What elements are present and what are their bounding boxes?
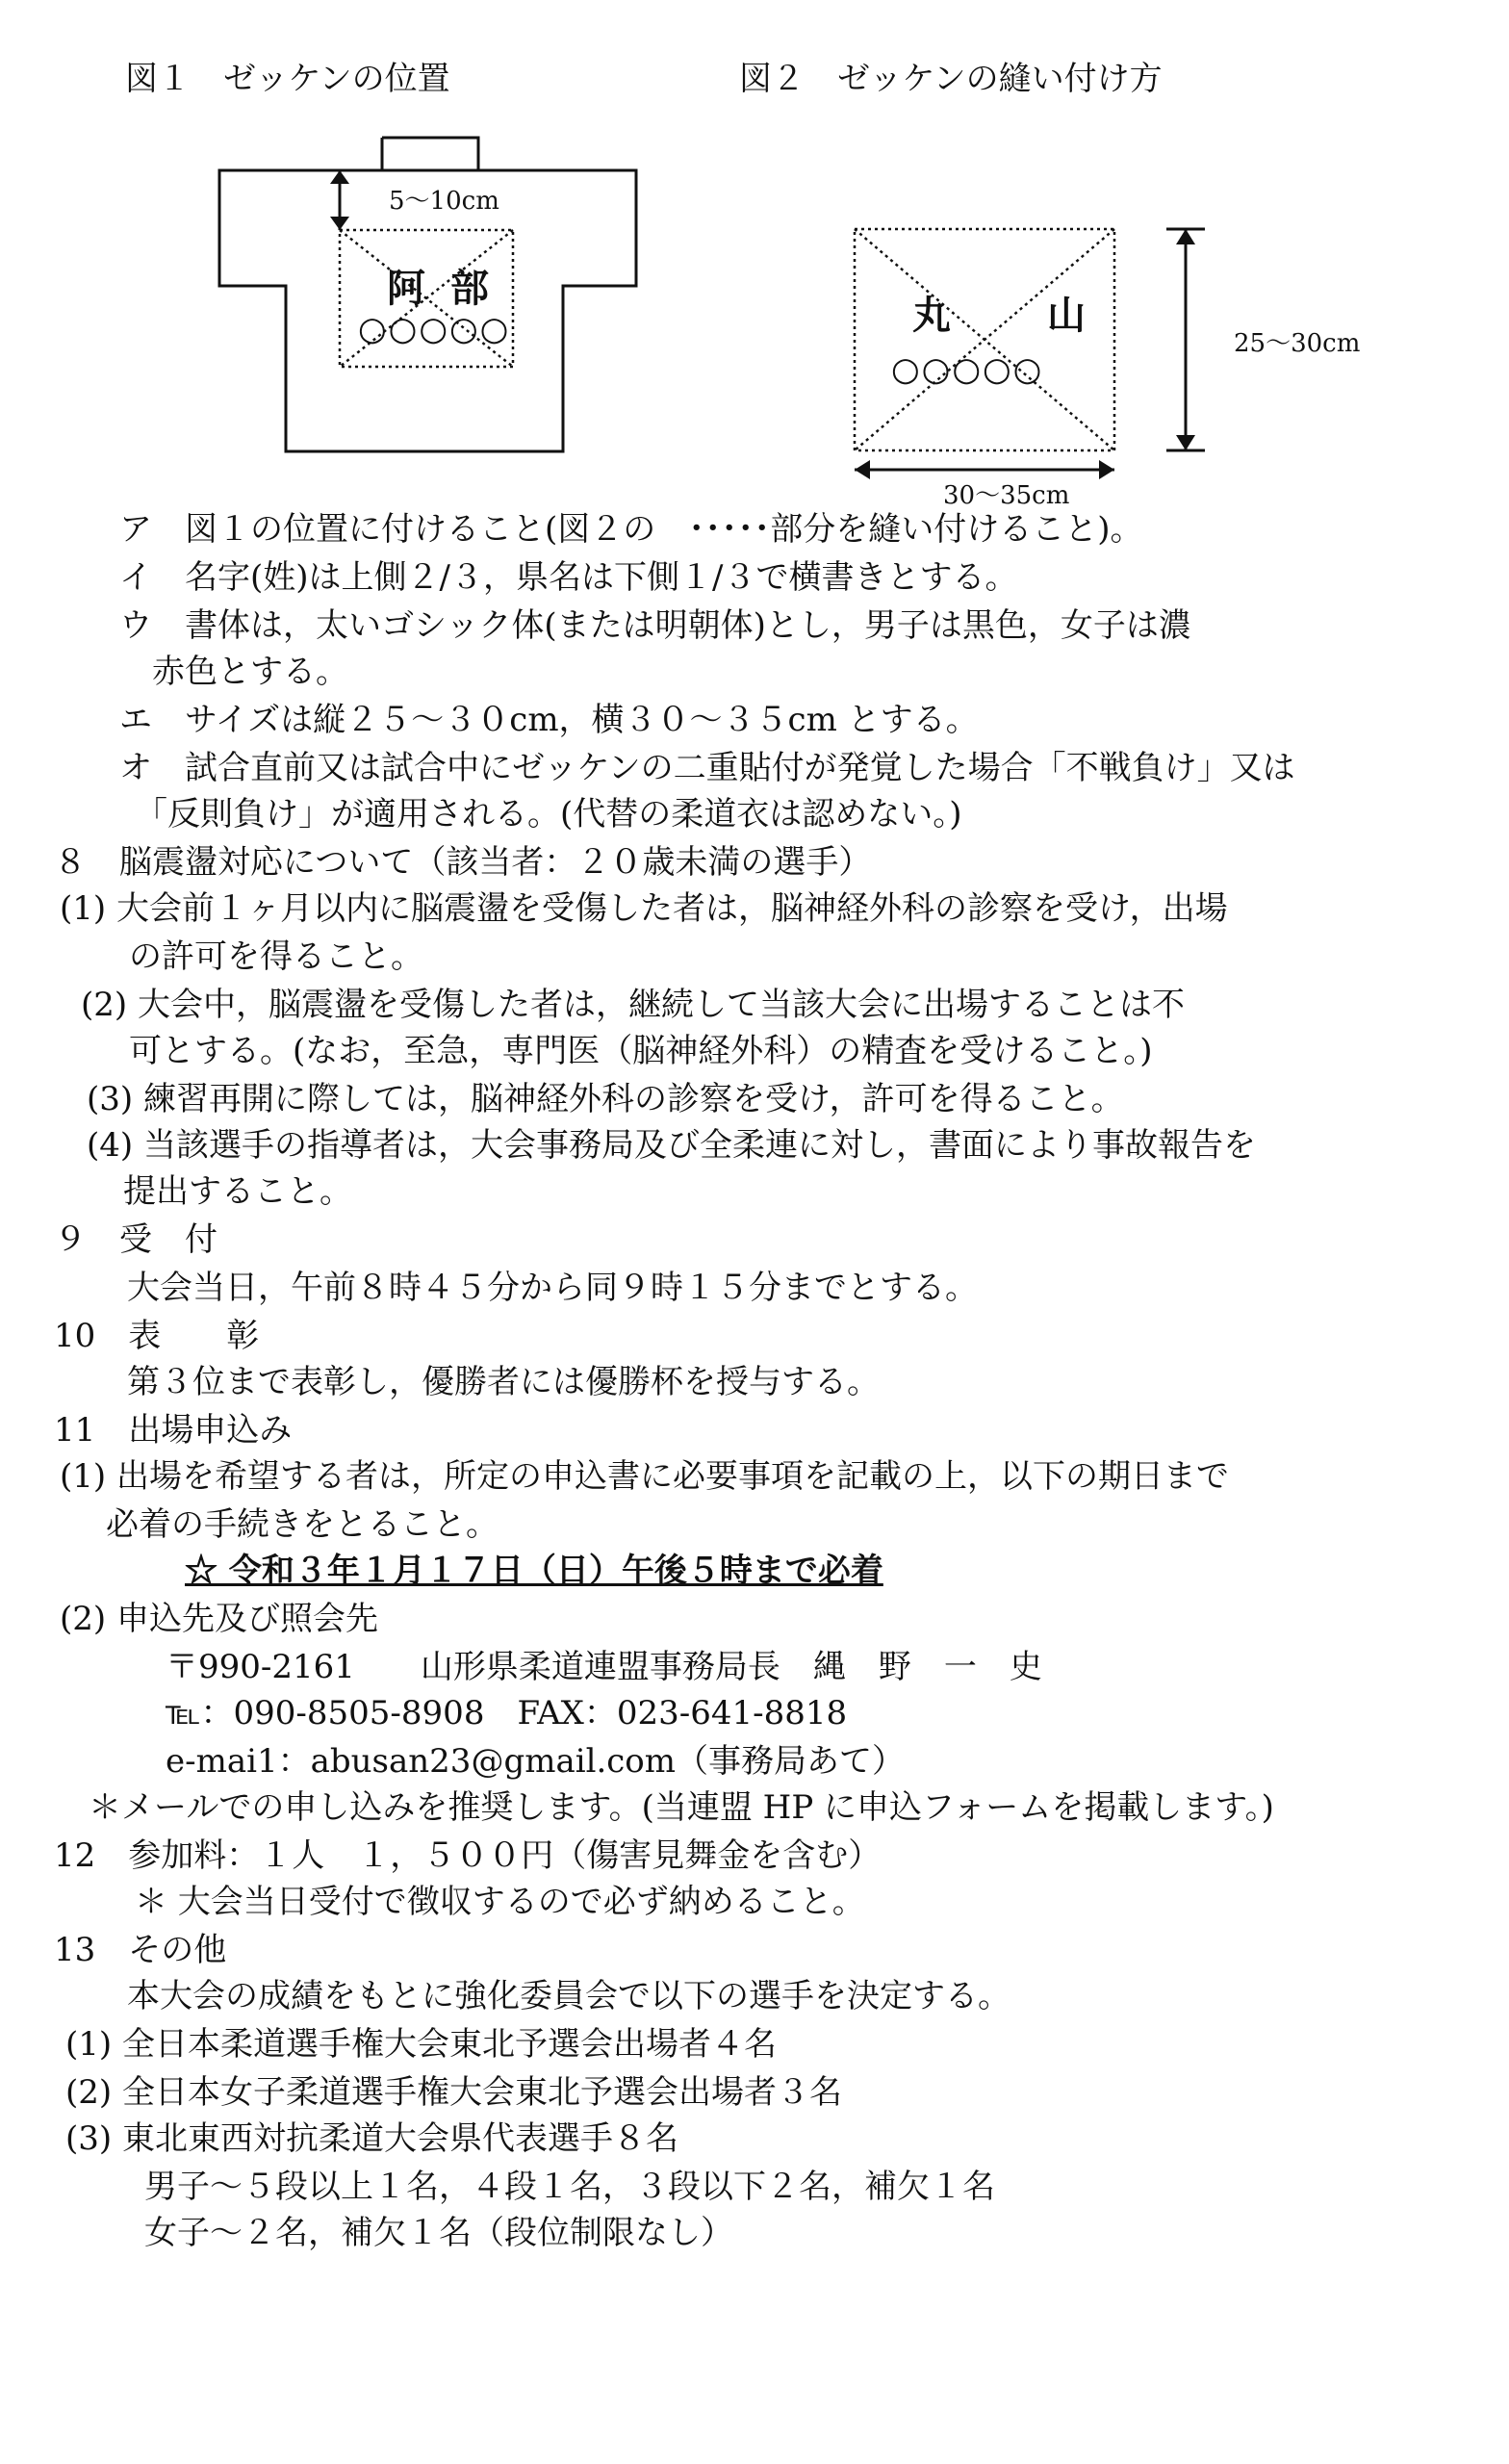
section-10-body: 第３位まで表彰し，優勝者には優勝杯を授与する。	[127, 1363, 880, 1401]
item-u-cont: 赤色とする。	[152, 653, 348, 691]
section-13-item-3-men: 男子～５段以上１名，４段１名，３段以下２名，補欠１名	[144, 2168, 995, 2206]
item-a: ア 図１の位置に付けること(図２の ･････部分を縫い付けること)。	[119, 510, 1143, 549]
section-12-note: ＊ 大会当日受付で徴収するので必ず納めること。	[135, 1883, 865, 1921]
deadline-notice: ☆ 令和３年１月１７日（日）午後５時まで必着	[185, 1552, 883, 1590]
item-o: オ 試合直前又は試合中にゼッケンの二重貼付が発覚した場合「不戦負け」又は	[119, 749, 1295, 787]
figure1-name-right: 部	[450, 267, 489, 311]
section-8-heading: ８ 脳震盪対応について（該当者：２０歳未満の選手）	[54, 843, 872, 882]
figure1-name-left: 阿	[387, 267, 425, 311]
figure2-name-left: 丸	[912, 294, 951, 338]
section-13-item-2: (2) 全日本女子柔道選手権大会東北予選会出場者３名	[65, 2073, 842, 2112]
email-recommendation: ＊メールでの申し込みを推奨します。(当連盟 HP に申込フォームを掲載します。)	[89, 1788, 1274, 1827]
contact-address: 〒990-2161 山形県柔道連盟事務局長 縄 野 一 史	[166, 1648, 1042, 1686]
section-13-body: 本大会の成績をもとに強化委員会で以下の選手を決定する。	[127, 1977, 1010, 2015]
section-13-item-3-women: 女子～２名，補欠１名（段位制限なし）	[144, 2214, 733, 2252]
contact-email: e-mai1：abusan23@gmail.com（事務局あて）	[166, 1742, 906, 1781]
section-12-heading: 12 参加料：１人 １，５００円（傷害見舞金を含む）	[54, 1836, 882, 1875]
section-8-item-1: (1) 大会前１ヶ月以内に脳震盪を受傷した者は，脳神経外科の診察を受け，出場	[60, 889, 1228, 928]
figure2-height-label: 25～30cm	[1234, 329, 1361, 358]
section-9-body: 大会当日，午前８時４５分から同９時１５分までとする。	[127, 1269, 978, 1307]
figure1-caption: 図１ ゼッケンの位置	[125, 60, 450, 98]
contact-phone-fax: ℡：090-8505-8908 FAX：023-641-8818	[166, 1694, 848, 1732]
section-8-item-3: (3) 練習再開に際しては，脳神経外科の診察を受け，許可を得ること。	[87, 1080, 1124, 1118]
item-e: エ サイズは縦２５～３０cm，横３０～３５cm とする。	[119, 701, 979, 739]
section-11-item-1-cont: 必着の手続きをとること。	[106, 1505, 499, 1544]
figure2-caption: 図２ ゼッケンの縫い付け方	[739, 60, 1163, 98]
figure2-prefecture-circles: ○○○○○	[891, 350, 1044, 389]
section-11-item-2: (2) 申込先及び照会先	[60, 1600, 378, 1638]
section-8-item-2: (2) 大会中，脳震盪を受傷した者は，継続して当該大会に出場することは不	[81, 986, 1185, 1024]
section-8-item-1-cont: の許可を得ること。	[129, 937, 423, 976]
section-8-item-4: (4) 当該選手の指導者は，大会事務局及び全柔連に対し，書面により事故報告を	[87, 1126, 1256, 1165]
section-8-item-4-cont: 提出すること。	[123, 1172, 352, 1211]
section-8-item-2-cont: 可とする。(なお，至急，専門医（脳神経外科）の精査を受けること。)	[129, 1032, 1153, 1070]
section-13-item-1: (1) 全日本柔道選手権大会東北予選会出場者４名	[65, 2025, 777, 2064]
figure1-dimension-label: 5～10cm	[389, 187, 499, 216]
section-13-heading: 13 その他	[54, 1931, 227, 1969]
section-11-heading: 11 出場申込み	[54, 1411, 293, 1450]
figure2-width-label: 30～35cm	[943, 481, 1070, 510]
figure2-name-right: 山	[1047, 294, 1086, 338]
section-10-heading: 10 表 彰	[54, 1317, 260, 1355]
item-u: ウ 書体は，太いゴシック体(または明朝体)とし，男子は黒色，女子は濃	[119, 606, 1191, 645]
section-9-heading: ９ 受 付	[54, 1220, 217, 1259]
item-o-cont: 「反則負け」が適用される。(代替の柔道衣は認めない。)	[135, 795, 962, 834]
section-13-item-3: (3) 東北東西対抗柔道大会県代表選手８名	[65, 2119, 678, 2158]
figure1-prefecture-circles: ○○○○○	[358, 310, 511, 348]
section-11-item-1: (1) 出場を希望する者は，所定の申込書に必要事項を記載の上，以下の期日まで	[60, 1457, 1229, 1496]
item-i: イ 名字(姓)は上側２/３，県名は下側１/３で横書きとする。	[119, 558, 1018, 597]
